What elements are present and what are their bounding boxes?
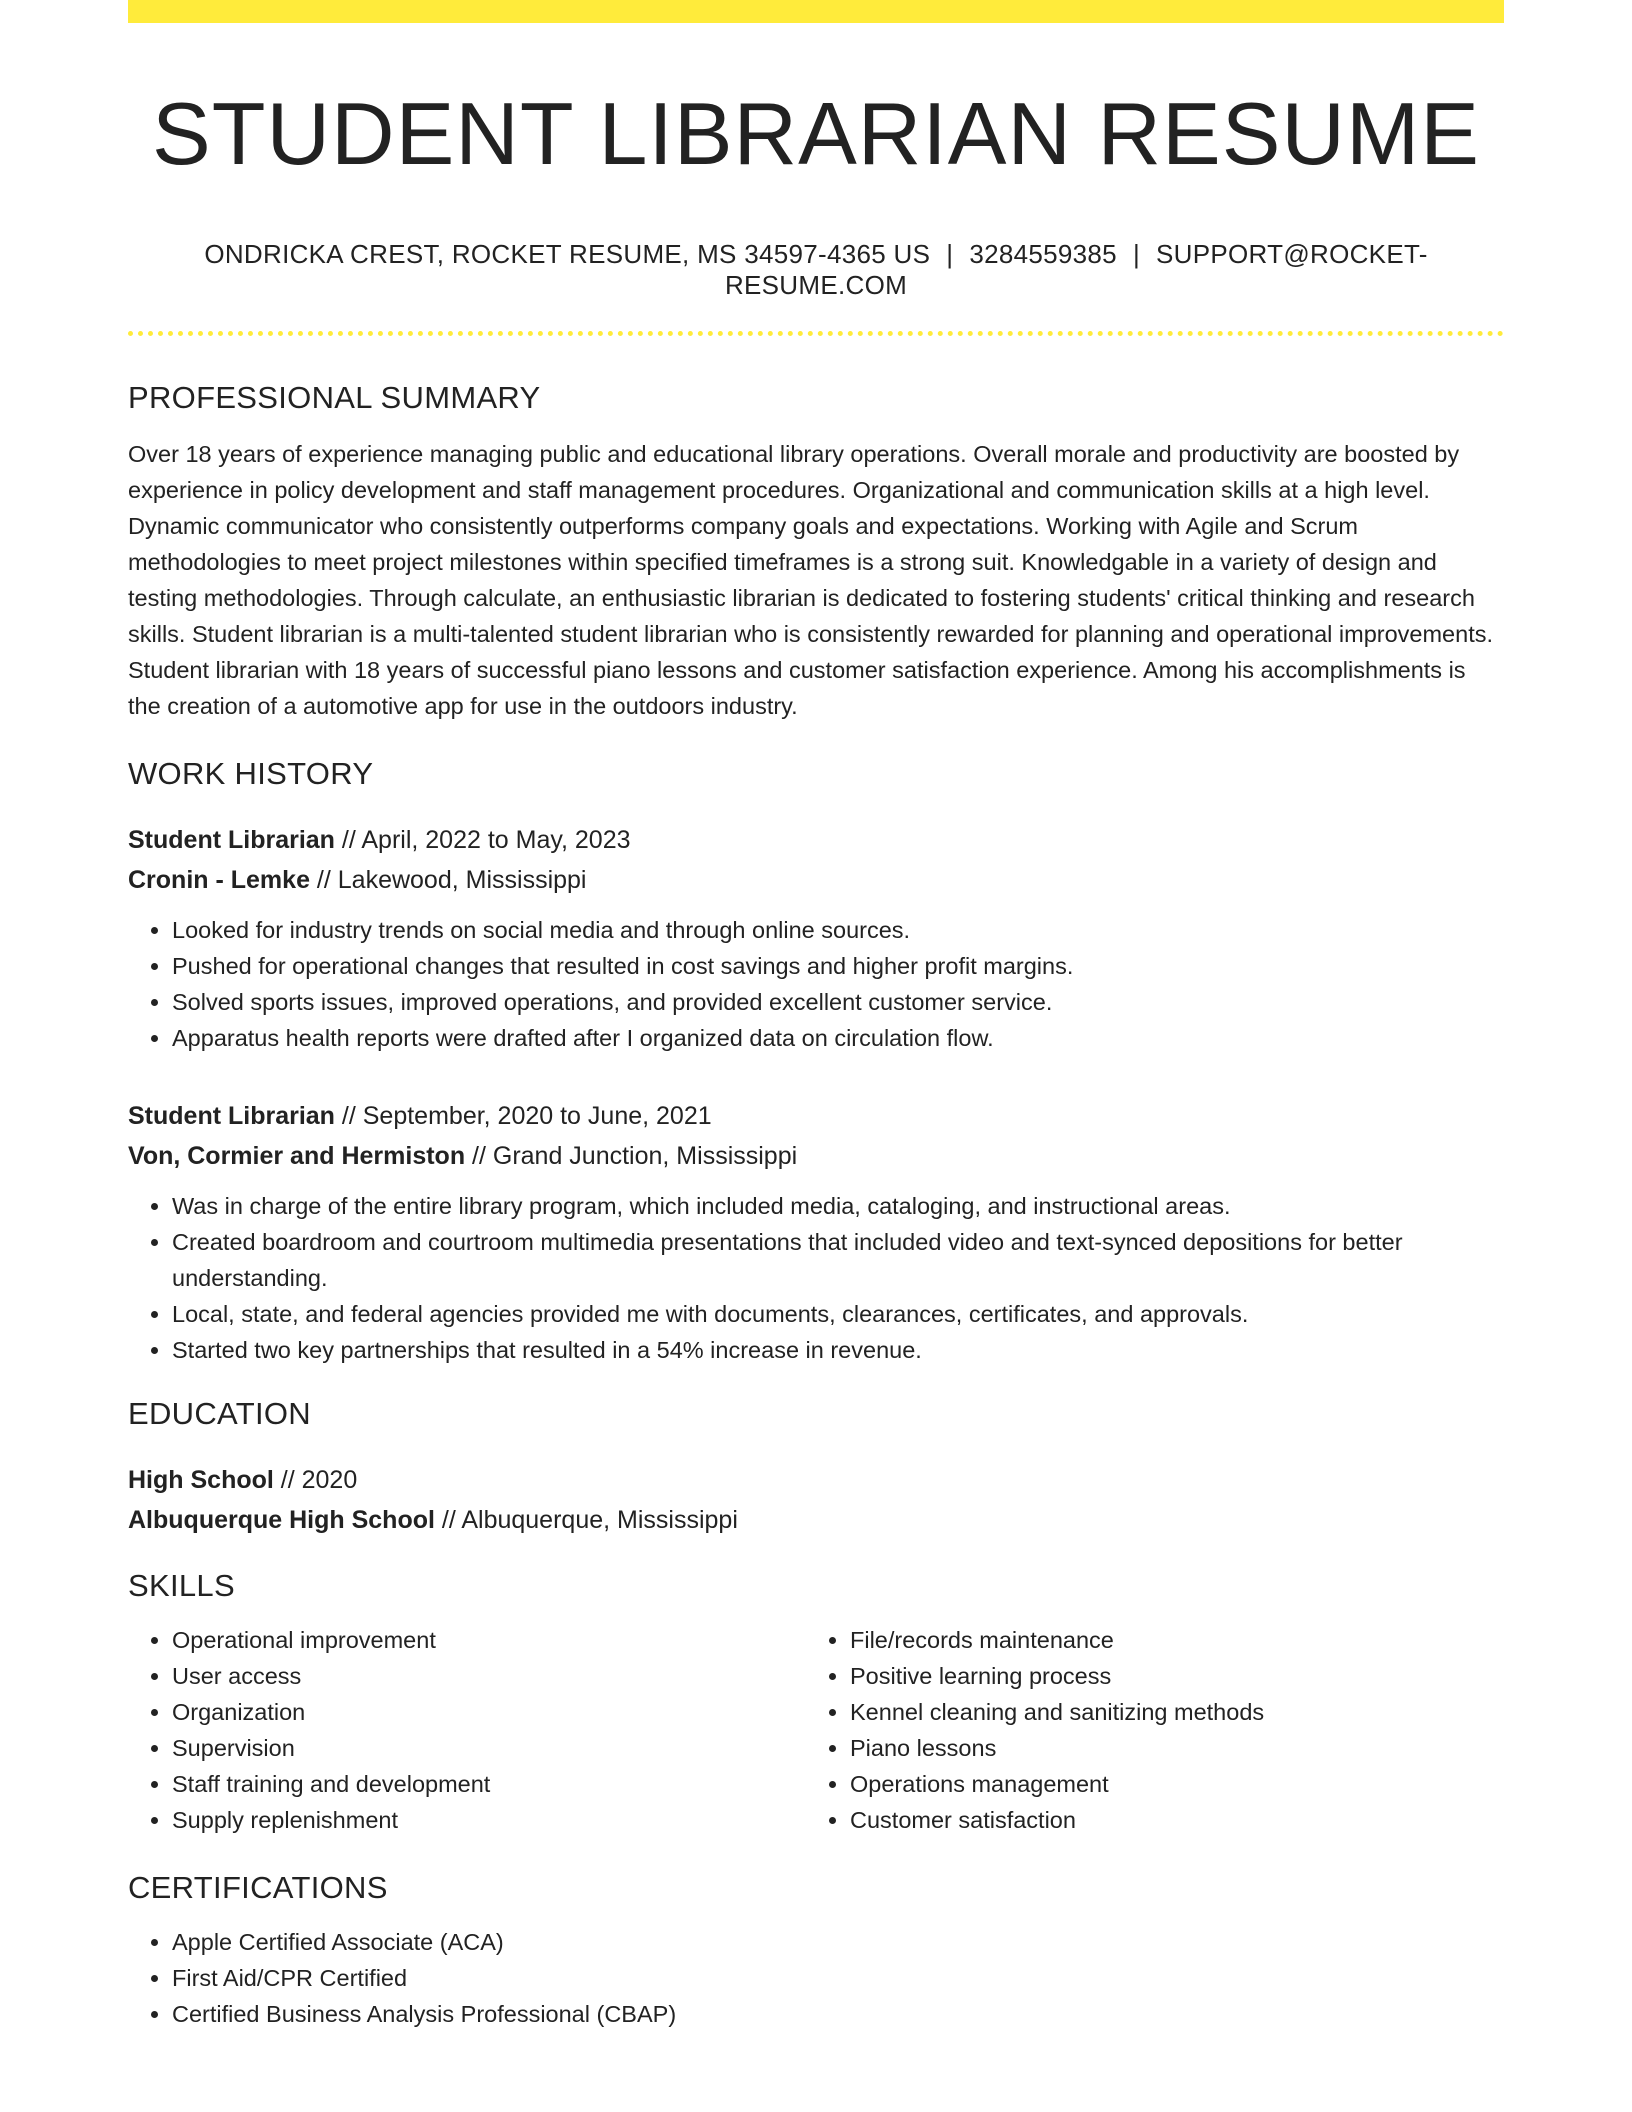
job-role: Student Librarian: [128, 825, 335, 854]
job-entry: [128, 820, 1504, 1056]
skills-heading: SKILLS: [128, 1567, 235, 1603]
header-divider: [128, 331, 1504, 336]
skill-item: • Supervision: [172, 1730, 806, 1766]
skills-list: [806, 1622, 1484, 1838]
contact-phone: 3284559385: [969, 238, 1117, 269]
education-school-line: [128, 1500, 1504, 1540]
contact-address: ONDRICKA CREST, ROCKET RESUME, MS 34597-4365 US: [204, 238, 931, 269]
education-heading: EDUCATION: [128, 1395, 311, 1431]
certification-item: • Apple Certified Associate (ACA): [172, 1924, 1504, 1960]
job-dates: // September, 2020 to June, 2021: [334, 1101, 712, 1130]
skill-item: • Piano lessons: [850, 1730, 1484, 1766]
certifications-list: [128, 1924, 1504, 2032]
summary-heading: PROFESSIONAL SUMMARY: [128, 379, 541, 415]
job-bullet-list: [128, 912, 1504, 1056]
certifications-heading: CERTIFICATIONS: [128, 1869, 388, 1905]
skill-item: • Staff training and development: [172, 1766, 806, 1802]
skill-item: • Supply replenishment: [172, 1802, 806, 1838]
job-bullet: • Apparatus health reports were drafted after I organized data on circulation flow.: [172, 1020, 1504, 1056]
job-company: Von, Cormier and Hermiston: [128, 1141, 466, 1170]
job-company-line: [128, 1136, 1504, 1176]
job-location: // Lakewood, Mississippi: [309, 865, 587, 894]
education-degree-line: [128, 1460, 1504, 1500]
job-bullet-list: [128, 1188, 1504, 1368]
job-dates: // April, 2022 to May, 2023: [334, 825, 631, 854]
education-degree: High School: [128, 1465, 274, 1494]
job-company-line: [128, 860, 1504, 900]
skills-column-right: [806, 1622, 1484, 1838]
job-bullet: • Created boardroom and courtroom multimedia presentations that included video and text-synced depositions for better understanding.: [172, 1224, 1504, 1296]
skill-item: • Organization: [172, 1694, 806, 1730]
job-bullet: • Local, state, and federal agencies provided me with documents, clearances, certificates, and approvals.: [172, 1296, 1504, 1332]
job-bullet: • Started two key partnerships that resulted in a 54% increase in revenue.: [172, 1332, 1504, 1368]
resume-title: STUDENT LIBRARIAN RESUME: [152, 84, 1480, 183]
certification-item: • First Aid/CPR Certified: [172, 1960, 1504, 1996]
skill-item: • Kennel cleaning and sanitizing methods: [850, 1694, 1484, 1730]
job-bullet: • Was in charge of the entire library program, which included media, cataloging, and instructional areas.: [172, 1188, 1504, 1224]
contact-separator: |: [946, 238, 954, 269]
education-school: Albuquerque High School: [128, 1505, 435, 1534]
education-location: // Albuquerque, Mississippi: [434, 1505, 738, 1534]
job-bullet: • Solved sports issues, improved operations, and provided excellent customer service.: [172, 984, 1504, 1020]
education-year: // 2020: [273, 1465, 358, 1494]
work-history-heading: WORK HISTORY: [128, 755, 374, 791]
skills-list: [128, 1622, 806, 1838]
job-title-line: [128, 820, 1504, 860]
contact-separator: |: [1132, 238, 1140, 269]
job-bullet: • Looked for industry trends on social media and through online sources.: [172, 912, 1504, 948]
job-bullet: • Pushed for operational changes that resulted in cost savings and higher profit margins.: [172, 948, 1504, 984]
job-title-line: [128, 1096, 1504, 1136]
skill-item: • Customer satisfaction: [850, 1802, 1484, 1838]
resume-page: [128, 0, 1504, 2032]
job-company: Cronin - Lemke: [128, 865, 310, 894]
skill-item: • File/records maintenance: [850, 1622, 1484, 1658]
skills-grid: [128, 1622, 1504, 1838]
contact-line: [128, 239, 1504, 301]
certification-item: • Certified Business Analysis Professional (CBAP): [172, 1996, 1504, 2032]
job-role: Student Librarian: [128, 1101, 335, 1130]
skill-item: • Operational improvement: [172, 1622, 806, 1658]
skill-item: • User access: [172, 1658, 806, 1694]
summary-text: Over 18 years of experience managing public and educational library operations. Overall morale and productivity are boosted by experience in policy development and staff management procedures. Organizational and communication skills at a high level. Dynamic communicator who consistently outperforms company goals and expectations. Working with Agile and Scrum methodologies to meet project milestones within specified timeframes is a strong suit. Knowledgable in a variety of design and testing methodologies. Through calculate, an enthusiastic librarian is dedicated to fostering students' critical thinking and research skills. Student librarian is a multi-talented student librarian who is consistently rewarded for planning and operational improvements. Student librarian with 18 years of successful piano lessons and customer satisfaction experience. Among his accomplishments is the creation of a automotive app for use in the outdoors industry.: [128, 440, 1494, 719]
skill-item: • Operations management: [850, 1766, 1484, 1802]
job-entry: [128, 1096, 1504, 1368]
contact-email: SUPPORT@ROCKET-RESUME.COM: [724, 238, 1428, 300]
skills-column-left: [128, 1622, 806, 1838]
top-accent-bar: [128, 0, 1504, 23]
skill-item: • Positive learning process: [850, 1658, 1484, 1694]
job-location: // Grand Junction, Mississippi: [465, 1141, 798, 1170]
